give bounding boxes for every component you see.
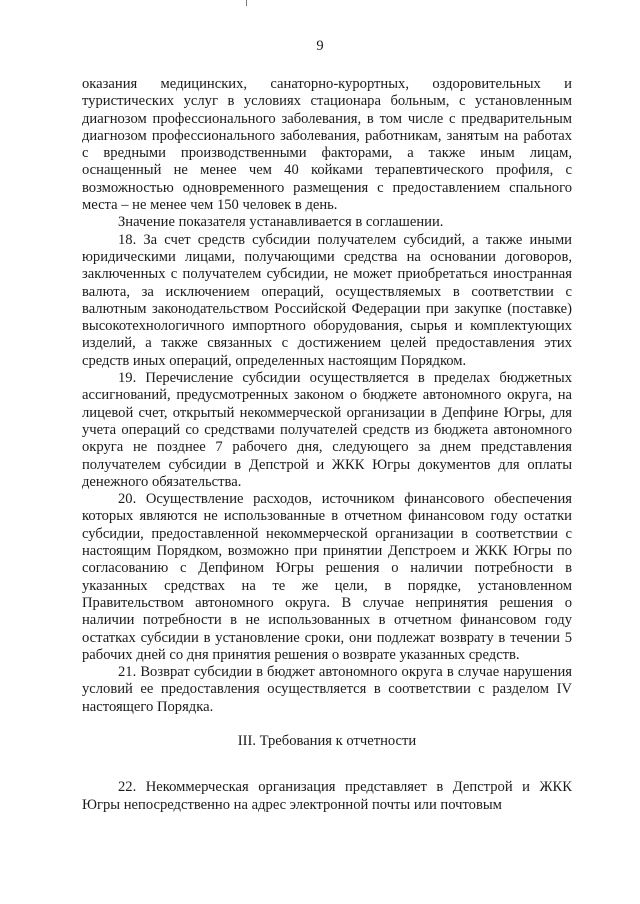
paragraph-21: 21. Возврат субсидии в бюджет автономного округа в случае нарушения условий ее предоставления осуществляется в соответствии с разделом IV настоящего Порядка. — [82, 664, 572, 715]
paragraph-18: 18. За счет средств субсидии получателем субсидий, а также иными юридическими лицами, получающими средства на основании договоров, заключенных с получателем субсидии, не может приобретаться иностранная валюта, за исключением операций, осуществляемых в соответствии с валютным законодательством Российской Федерации при закупке (поставке) высокотехнологичного импортного оборудования, сырья и комплектующих изделий, а также связанных с достижением целей предоставления этих средств иных операций, определенных настоящим Порядком. — [82, 231, 572, 369]
paragraph-continuation: оказания медицинских, санаторно-курортных, оздоровительных и туристических услуг в условиях стационара больным, с установленным диагнозом профессионального заболевания, в том числе с предварительным диагнозом профессионального заболевания, работникам, занятым на работах с вредными производственными факторами, а также иным лицам, оснащенный не менее чем 40 койками терапевтического профиля, с возможностью одновременного размещения с предоставлением спального места – не менее чем 150 человек в день. — [82, 76, 572, 214]
paragraph-22: 22. Некоммерческая организация представляет в Депстрой и ЖКК Югры непосредственно на адрес электронной почты или почтовым — [82, 779, 572, 813]
page-number: 9 — [316, 38, 324, 54]
document-body — [82, 76, 572, 814]
paragraph-20: 20. Осуществление расходов, источником финансового обеспечения которых являются не использованные в отчетном финансовом году остатки субсидии, предоставленной некоммерческой организации в соответствии с настоящим Порядком, возможно при принятии Депстроем и ЖКК Югры по согласованию с Депфином Югры решения о наличии потребности в указанных средствах на те же цели, в порядке, установленном Правительством автономного округа. В случае непринятия решения о наличии потребности в не использованных в отчетном финансовом году остатках субсидии в установление сроки, они подлежат возврату в течении 5 рабочих дней со дня принятия решения о возврате указанных средств. — [82, 491, 572, 663]
section-heading: III. Требования к отчетности — [237, 732, 417, 749]
paragraph-indicator-note: Значение показателя устанавливается в соглашении. — [118, 214, 444, 231]
paragraph-19: 19. Перечисление субсидии осуществляется в пределах бюджетных ассигнований, предусмотренных законом о бюджете автономного округа, на лицевой счет, открытый некоммерческой организации в Депфине Югры, для учета операций со средствами получателей средств из бюджета автономного округа не позднее 7 рабочего дня, следующего за днем представления получателем субсидии в Депстрой и ЖКК Югры документов для оплаты денежного обязательства. — [82, 370, 572, 490]
page-edge-mark — [246, 0, 247, 6]
